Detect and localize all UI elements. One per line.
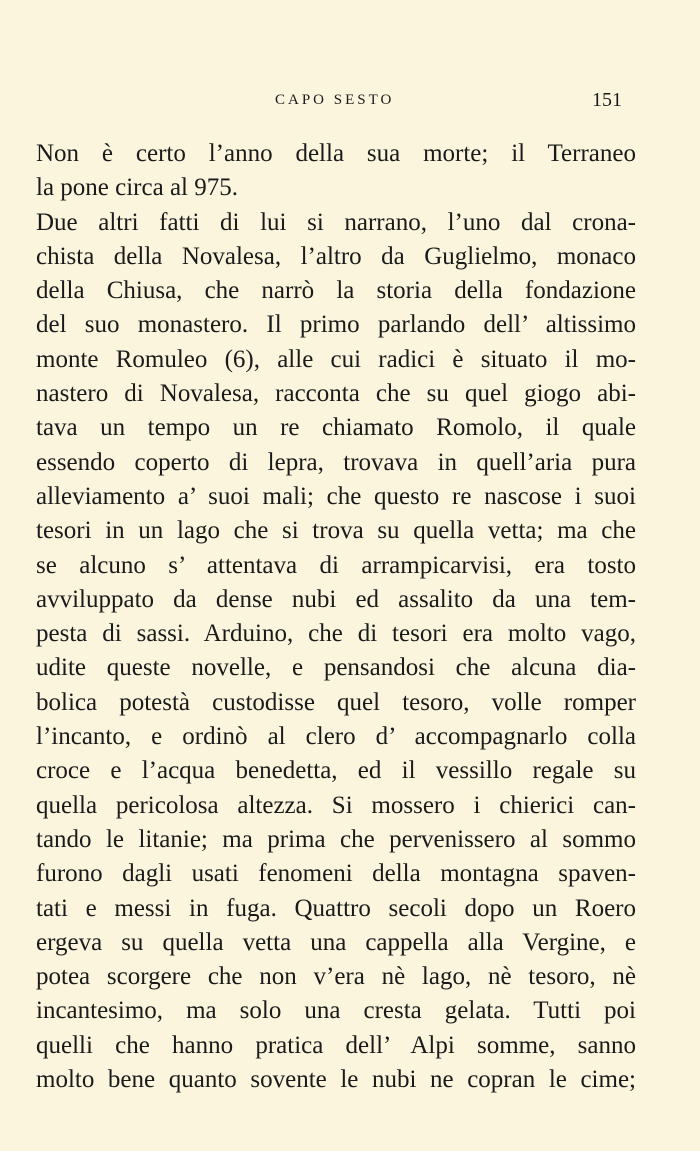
text-line: tando le litanie; ma prima che pervenissero al sommo (36, 825, 636, 853)
text-line: pesta di sassi. Arduino, che di tesori era molto vago, (36, 620, 636, 648)
page-number: 151 (592, 89, 622, 111)
text-line: monte Romuleo (6), alle cui radici è situato il mo- (36, 345, 636, 373)
text-line: tesori in un lago che si trova su quella vetta; ma che (36, 517, 636, 545)
text-line: della Chiusa, che narrò la storia della fondazione (36, 277, 636, 305)
body-text (36, 137, 636, 1097)
text-line: nastero di Novalesa, racconta che su quel giogo abi- (36, 380, 636, 408)
text-line: bolica potestà custodisse quel tesoro, volle romper (36, 688, 636, 716)
text-line: ergeva su quella vetta una cappella alla Vergine, e (36, 928, 636, 956)
text-line: avviluppato da dense nubi ed assalito da una tem- (36, 585, 636, 613)
text-line: udite queste novelle, e pensandosi che alcuna dia- (36, 654, 636, 682)
text-line: molto bene quanto sovente le nubi ne copran le cime; (36, 1066, 636, 1094)
text-line: incantesimo, ma solo una cresta gelata. Tutti poi (36, 997, 636, 1025)
text-line: tati e messi in fuga. Quattro secoli dopo un Roero (36, 894, 636, 922)
text-line: quella pericolosa altezza. Si mossero i chierici can- (36, 791, 636, 819)
text-line: del suo monastero. Il primo parlando dell’ altissimo (36, 311, 636, 339)
text-line: alleviamento a’ suoi mali; che questo re nascose i suoi (36, 482, 636, 510)
text-line: se alcuno s’ attentava di arrampicarvisi, era tosto (36, 551, 636, 579)
text-line: croce e l’acqua benedetta, ed il vessillo regale su (36, 757, 636, 785)
text-line: quelli che hanno pratica dell’ Alpi somme, sanno (36, 1031, 636, 1059)
text-line: chista della Novalesa, l’altro da Guglielmo, monaco (36, 242, 636, 270)
page-header (0, 89, 700, 116)
text-line: tava un tempo un re chiamato Romolo, il quale (36, 414, 636, 442)
text-line: la pone circa al 975. (36, 174, 238, 202)
text-line: l’incanto, e ordinò al clero d’ accompagnarlo colla (36, 723, 636, 751)
text-line: furono dagli usati fenomeni della montagna spaven- (36, 860, 636, 888)
text-line: potea scorgere che non v’era nè lago, nè tesoro, nè (36, 963, 636, 991)
text-line: Non è certo l’anno della sua morte; il Terraneo (36, 140, 636, 167)
running-title: CAPO SESTO (275, 92, 395, 108)
text-line: essendo coperto di lepra, trovava in quell’aria pura (36, 448, 636, 476)
text-line: Due altri fatti di lui si narrano, l’uno dal crona- (36, 208, 636, 236)
